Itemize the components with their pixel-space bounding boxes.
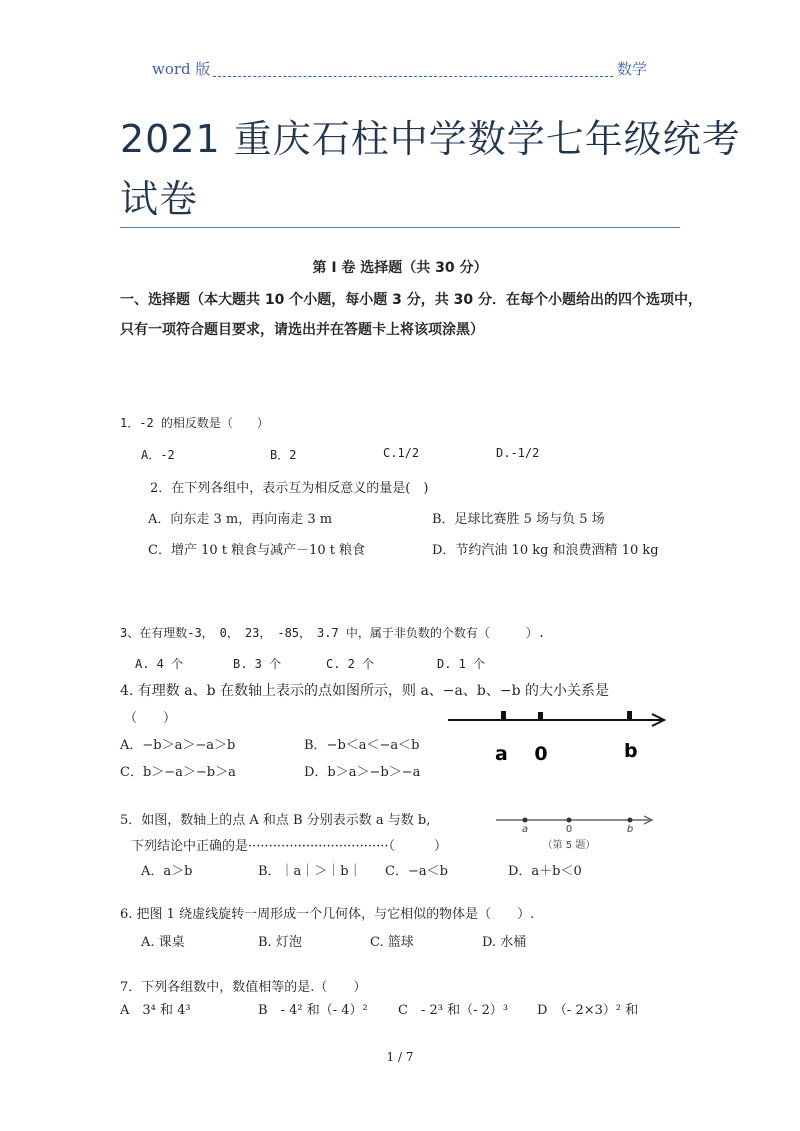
q6-stem: 6. 把图 1 绕虚线旋转一周形成一个几何体，与它相似的物体是（ ）. xyxy=(120,907,535,922)
q6-option-c: C. 篮球 xyxy=(370,935,414,950)
q5-point-zero xyxy=(567,818,572,823)
q3-option-c: C. 2 个 xyxy=(326,657,375,671)
q1-option-b: B．2 xyxy=(270,448,297,462)
q5-stem-line1: 5．如图，数轴上的点 A 和点 B 分别表示数 a 与数 b, xyxy=(120,813,431,828)
q4-stem-line1: 4. 有理数 a、b 在数轴上表示的点如图所示，则 a、−a、b、−b 的大小关系是 xyxy=(120,683,609,699)
q5-option-a: A．a＞b xyxy=(141,864,193,879)
q7-option-b: B - 4² 和（- 4）² xyxy=(258,1003,368,1018)
q4-label-a: a xyxy=(495,743,508,762)
page-title-line2: 试卷 xyxy=(120,177,199,221)
q6-option-d: D. 水桶 xyxy=(482,935,527,950)
q4-option-c: C．b＞−a＞−b＞a xyxy=(120,765,236,780)
q2-stem: 2．在下列各组中，表示互为相反意义的量是( ) xyxy=(150,481,429,496)
q3-option-b: B. 3 个 xyxy=(233,657,282,671)
page-title-line1: 2021 重庆石柱中学数学七年级统考 xyxy=(120,117,741,161)
q3-stem: 3、在有理数-3， 0， 23， -85， 3.7 中，属于非负数的个数有（ ）. xyxy=(120,626,546,640)
header-left-text: word 版 xyxy=(152,60,211,78)
q4-option-b: B．−b＜a＜−a＜b xyxy=(304,738,420,753)
q3-option-a: A. 4 个 xyxy=(135,657,184,671)
q2-option-b: B．足球比赛胜 5 场与负 5 场 xyxy=(432,512,605,527)
q1-option-d: D.-1/2 xyxy=(496,446,540,460)
q5-figure-caption: （第 5 题） xyxy=(542,840,596,851)
q1-option-a: A．-2 xyxy=(141,448,175,462)
q4-tick-b xyxy=(627,711,632,721)
q4-label-zero: 0 xyxy=(534,743,548,762)
q4-option-d: D．b＞a＞−b＞−a xyxy=(304,765,421,780)
q5-option-c: C．−a＜b xyxy=(385,864,448,879)
q4-label-b: b xyxy=(624,740,638,762)
q5-stem-line2: 下列结论中正确的是··································（ ） xyxy=(131,839,447,854)
q4-tick-zero xyxy=(538,712,543,721)
q6-option-b: B. 灯泡 xyxy=(258,935,302,950)
q7-stem: 7．下列各组数中，数值相等的是.（ ） xyxy=(120,980,367,995)
q5-label-b: b xyxy=(626,824,634,835)
q2-option-a: A．向东走 3 m，再向南走 3 m xyxy=(148,512,333,527)
title-divider xyxy=(120,227,680,228)
q2-option-c: C．增产 10 t 粮食与减产－10 t 粮食 xyxy=(148,543,366,558)
q5-option-b: B．｜a｜＞｜b｜ xyxy=(258,864,362,879)
page-number: 1 / 7 xyxy=(386,1050,414,1064)
q2-option-d: D．节约汽油 10 kg 和浪费酒精 10 kg xyxy=(432,543,659,558)
q3-option-d: D. 1 个 xyxy=(437,657,486,671)
q4-option-a: A．−b＞a＞−a＞b xyxy=(120,738,236,753)
q5-option-d: D．a＋b＜0 xyxy=(508,864,582,879)
q7-option-c: C - 2³ 和（- 2）³ xyxy=(398,1003,509,1018)
q7-option-d: D （- 2×3）² 和 xyxy=(537,1003,639,1018)
header-right-text: 数学 xyxy=(617,60,648,78)
q4-stem-line2: （ ） xyxy=(124,711,177,726)
header-dashed-line xyxy=(213,76,613,77)
q4-number-line-figure xyxy=(440,700,670,762)
q5-label-a: a xyxy=(521,824,529,835)
q1-option-c: C.1/2 xyxy=(383,446,420,460)
section-heading: 第 I 卷 选择题（共 30 分） xyxy=(312,260,488,276)
q5-point-a xyxy=(523,818,528,823)
q7-option-a: A 3⁴ 和 4³ xyxy=(120,1003,191,1018)
q1-stem: 1．-2 的相反数是（ ） xyxy=(120,416,269,430)
q5-number-line-figure xyxy=(494,808,659,852)
section-instruction-line1: 一、选择题（本大题共 10 个小题，每小题 3 分，共 30 分．在每个小题给出的四个选项中， xyxy=(120,292,702,308)
q5-label-zero: 0 xyxy=(565,824,573,835)
section-instruction-line2: 只有一项符合题目要求，请选出并在答题卡上将该项涂黑） xyxy=(120,322,484,338)
q6-option-a: A. 课桌 xyxy=(141,935,185,950)
q4-tick-a xyxy=(501,711,506,721)
q5-point-b xyxy=(628,818,633,823)
